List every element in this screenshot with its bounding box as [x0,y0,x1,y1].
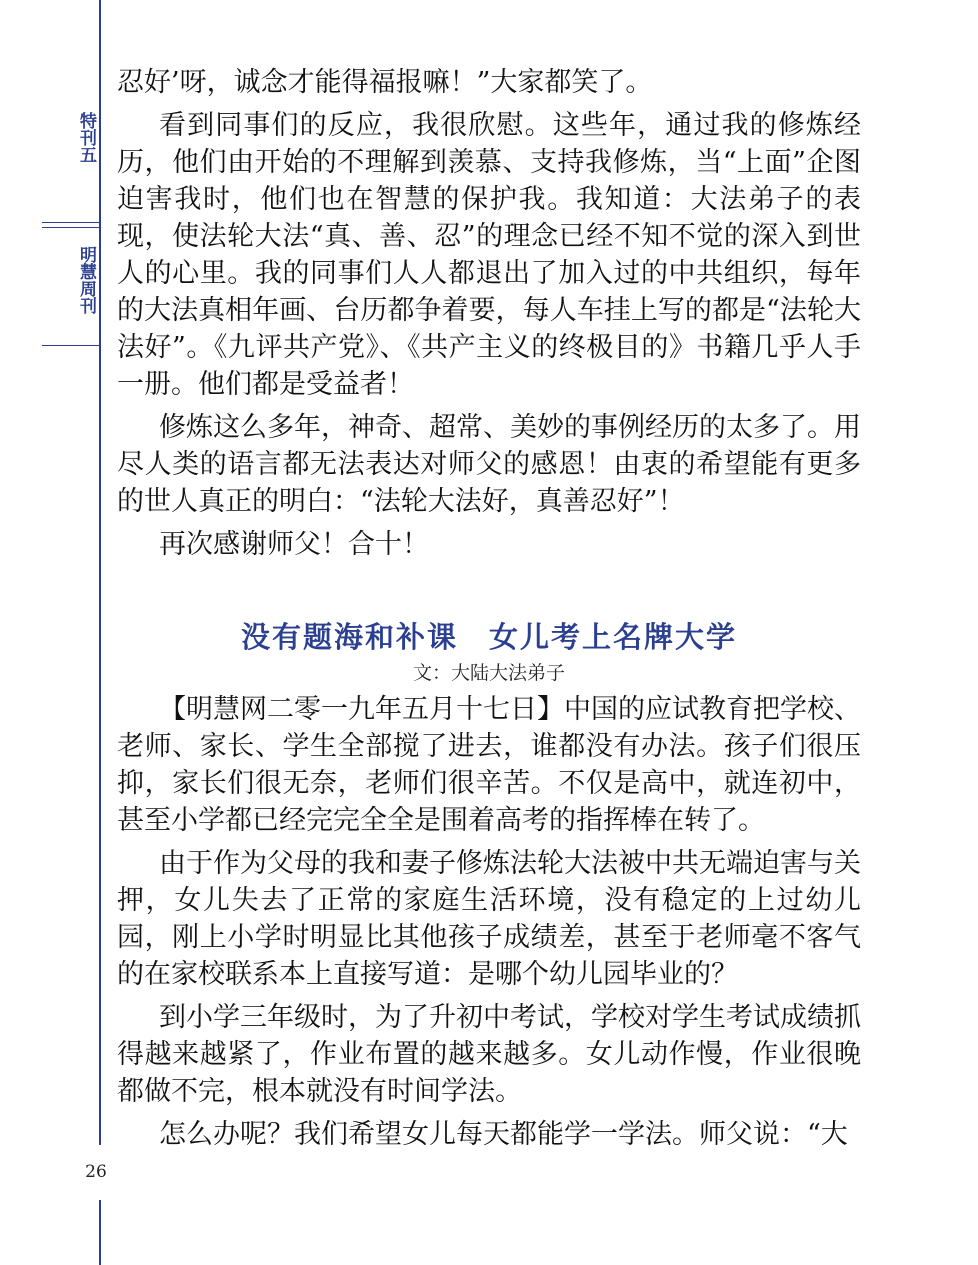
paragraph: 修炼这么多年，神奇、超常、美妙的事例经历的太多了。用尽人类的语言都无法表达对师父的感恩！由衷的希望能有更多的世人真正的明白：“法轮大法好，真善忍好”！ [117,412,861,517]
article-byline: 文：大陆大法弟子 [412,662,565,684]
article-title: 没有题海和补课 女儿考上名牌大学 [240,620,737,654]
paragraph: 到小学三年级时，为了升初中考试，学校对学生考试成绩抓得越来越紧了，作业布置的越来越多。女儿动作慢，作业很晚都做不完，根本就没有时间学法。 [117,1002,861,1107]
paragraph: 怎么办呢？我们希望女儿每天都能学一学法。师父说：“大 [159,1119,848,1150]
paragraph: 忍好’呀，诚念才能得福报嘛！”大家都笑了。 [117,67,653,98]
paragraph: 【明慧网二零一九年五月十七日】中国的应试教育把学校、老师、家长、学生全部搅了进去，谁都没有办法。孩子们很压抑，家长们很无奈，老师们很辛苦。不仅是高中，就连初中，甚至小学都已经完完全全是围着高考的指挥棒在转了。 [117,694,861,836]
paragraph: 由于作为父母的我和妻子修炼法轮大法被中共无端迫害与关押，女儿失去了正常的家庭生活环境，没有稳定的上过幼儿园，刚上小学时明显比其他孩子成绩差，甚至于老师毫不客气的在家校联系本上直接写道：是哪个幼儿园毕业的？ [117,848,861,990]
sidebar-divider-end [42,345,100,346]
sidebar-divider-top [42,222,100,223]
paragraph: 再次感谢师父！合十！ [159,529,429,560]
paragraph: 看到同事们的反应，我很欣慰。这些年，通过我的修炼经历，他们由开始的不理解到羡慕、支持我修炼，当“上面”企图迫害我时，他们也在智慧的保护我。我知道：大法弟子的表现，使法轮大法“真、善、忍”的理念已经不知不觉的深入到世人的心里。我的同事们人人都退出了加入过的中共组织，每年的大法真相年画、台历都争着要，每人车挂上写的都是“法轮大法好”。《九评共产党》、《共产主义的终极目的》书籍几乎人手一册。他们都是受益者！ [117,110,861,400]
page-number: 26 [85,1162,107,1182]
publication-label: 明慧周刊 [76,246,96,314]
sidebar-rule-upper [99,0,101,1145]
page-content [117,64,861,1159]
sidebar [0,0,100,1265]
section-label: 特刊五 [76,112,96,163]
sidebar-rule-lower [99,1200,101,1265]
sidebar-divider-bottom [42,227,100,228]
